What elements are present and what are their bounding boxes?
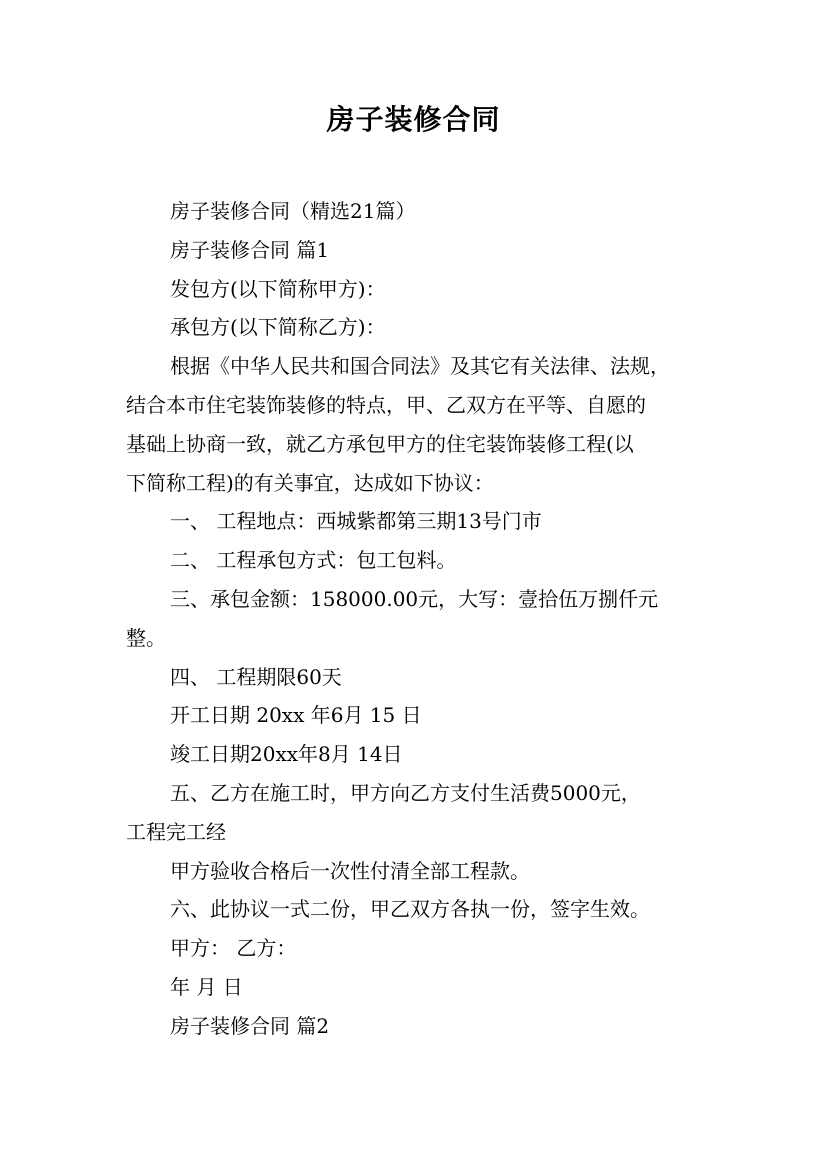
clause-6-copies: 六、此协议一式二份，甲乙双方各执一份，签字生效。: [170, 897, 650, 922]
preamble-line-2: 结合本市住宅装饰装修的特点，甲、乙双方在平等、自愿的: [126, 392, 646, 417]
clause-3-amount: [126, 580, 718, 658]
contract-section-heading-2: 房子装修合同 篇2: [170, 1013, 330, 1038]
preamble-line-1: 根据《中华人民共和国合同法》及其它有关法律、法规，: [170, 354, 670, 379]
document-body: [126, 192, 718, 1046]
clause-5-line-1: 五、乙方在施工时，甲方向乙方支付生活费5000元，: [170, 780, 641, 805]
clause-5-payment: [126, 774, 718, 852]
party-b-line: 承包方(以下简称乙方)：: [170, 315, 386, 340]
clause-2-method: 二、 工程承包方式：包工包料。: [170, 548, 457, 573]
clause-3-line-2: 整。: [126, 625, 166, 650]
party-a-line: 发包方(以下简称甲方)：: [170, 276, 386, 301]
signature-parties-line: 甲方： 乙方：: [170, 936, 297, 961]
preamble-line-4: 下简称工程)的有关事宜，达成如下协议：: [126, 470, 494, 495]
document-title: 房子装修合同: [326, 103, 501, 136]
signature-date-line: 年 月 日: [170, 974, 243, 999]
end-date-line: 竣工日期20xx年8月 14日: [170, 742, 403, 767]
contract-collection-heading: 房子装修合同（精选21篇）: [170, 199, 416, 223]
contract-section-heading-1: 房子装修合同 篇1: [170, 237, 330, 262]
preamble-line-3: 基础上协商一致，就乙方承包甲方的住宅装饰装修工程(以: [126, 431, 634, 456]
clause-3-line-1: 三、承包金额：158000.00元，大写：壹拾伍万捌仟元: [170, 586, 659, 611]
clause-5-line-2: 工程完工经: [126, 819, 226, 844]
start-date-line: 开工日期 20xx 年6月 15 日: [170, 703, 422, 728]
preamble-paragraph: [126, 347, 718, 502]
clause-1-location: 一、 工程地点：西城紫都第三期13号门市: [170, 509, 542, 534]
final-payment-line: 甲方验收合格后一次性付清全部工程款。: [170, 858, 530, 883]
clause-4-duration: 四、 工程期限60天: [170, 664, 342, 689]
